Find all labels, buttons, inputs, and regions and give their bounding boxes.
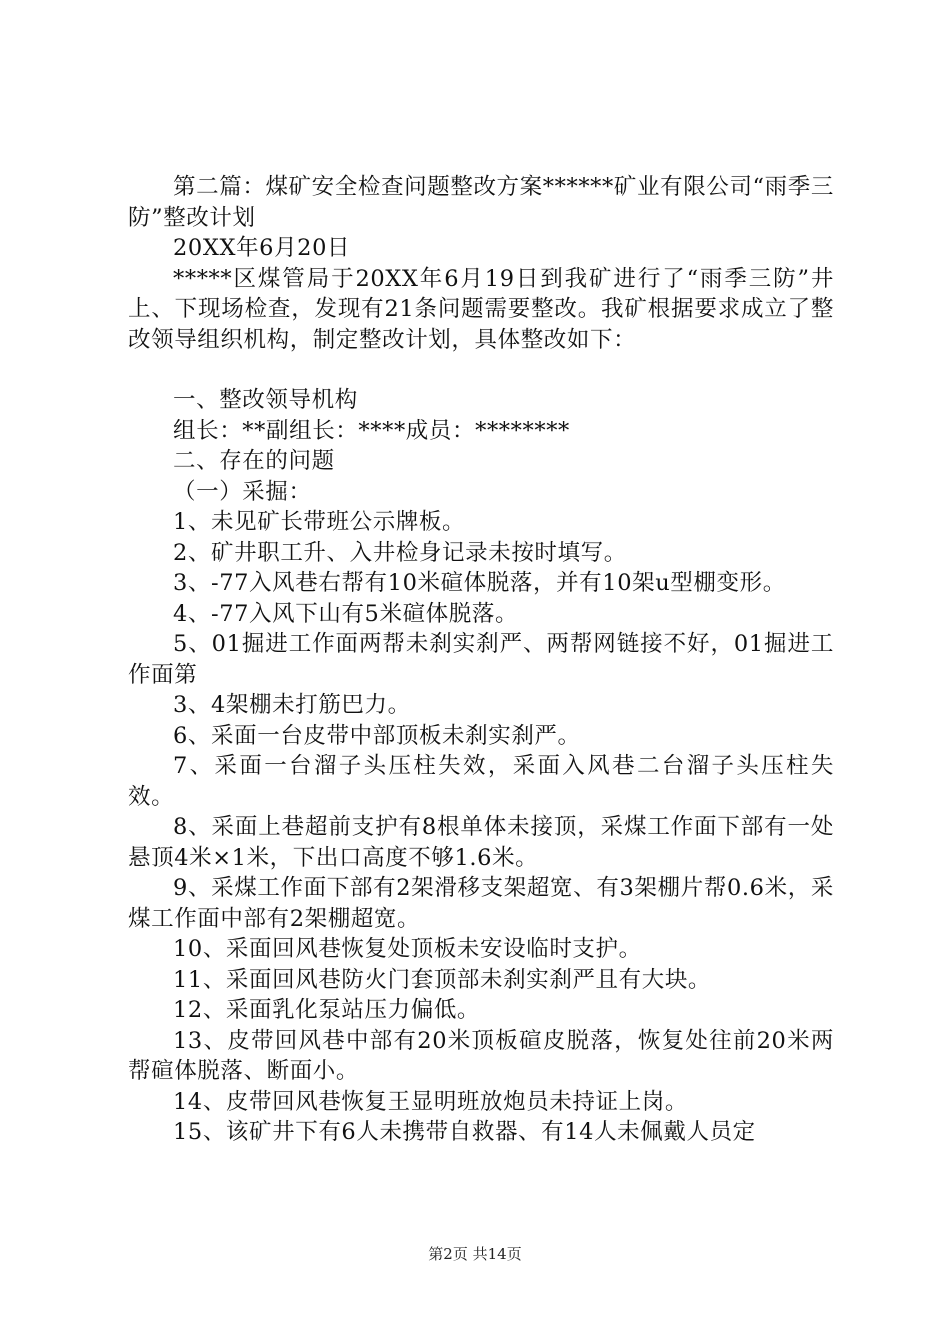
subsection-heading: （一）采掘： [173,478,312,505]
issue-item: 3、-77入风巷右帮有10米碹体脱落，并有10架u型棚变形。 [173,570,786,596]
document-body [128,172,834,1148]
issue-item: 9、采煤工作面下部有2架滑移支架超宽、有3架棚片帮0.6米，采煤工作面中部有2架棚超宽。 [128,875,834,932]
doc-title: 第二篇：煤矿安全检查问题整改方案******矿业有限公司“雨季三防”整改计划 [128,174,834,231]
issue-item: 5、01掘进工作面两帮未刹实刹严、两帮网链接不好，01掘进工作面第 [128,631,834,688]
issue-item: 13、皮带回风巷中部有20米顶板碹皮脱落，恢复处往前20米两帮碹体脱落、断面小。 [128,1027,834,1084]
issue-item: 4、-77入风下山有5米碹体脱落。 [173,600,519,627]
issue-item: 2、矿井职工升、入井检身记录未按时填写。 [173,539,627,566]
issue-item: 10、采面回风巷恢复处顶板未安设临时支护。 [173,936,642,962]
section-heading: 一、整改领导机构 [173,387,358,413]
leadership-members: 组长：**副组长：****成员：******** [173,417,570,444]
doc-date: 20XX年6月20日 [173,235,351,261]
issue-item: 8、采面上巷超前支护有8根单体未接顶，采煤工作面下部有一处悬顶4米×1米，下出口高度不够1.6米。 [128,814,834,871]
issue-item: 3、4架棚未打筋巴力。 [173,692,411,718]
issue-item: 14、皮带回风巷恢复王显明班放炮员未持证上岗。 [173,1088,688,1115]
issue-item: 1、未见矿长带班公示牌板。 [173,509,466,535]
issue-item: 11、采面回风巷防火门套顶部未刹实刹严且有大块。 [173,966,712,993]
issue-item: 6、采面一台皮带中部顶板未刹实刹严。 [173,722,581,749]
issue-item: 7、采面一台溜子头压柱失效，采面入风巷二台溜子头压柱失效。 [128,753,834,810]
page-number: 第2页 共14页 [428,1245,522,1263]
blank-line [128,355,834,385]
issue-item: 15、该矿井下有6人未携带自救器、有14人未佩戴人员定 [173,1119,756,1145]
doc-intro: *****区煤管局于20XX年6月19日到我矿进行了“雨季三防”井上、下现场检查，发现有21条问题需要整改。我矿根据要求成立了整改领导组织机构，制定整改计划，具体整改如下： [128,265,834,353]
issue-item: 12、采面乳化泵站压力偏低。 [173,997,481,1023]
section-heading: 二、存在的问题 [173,448,335,474]
